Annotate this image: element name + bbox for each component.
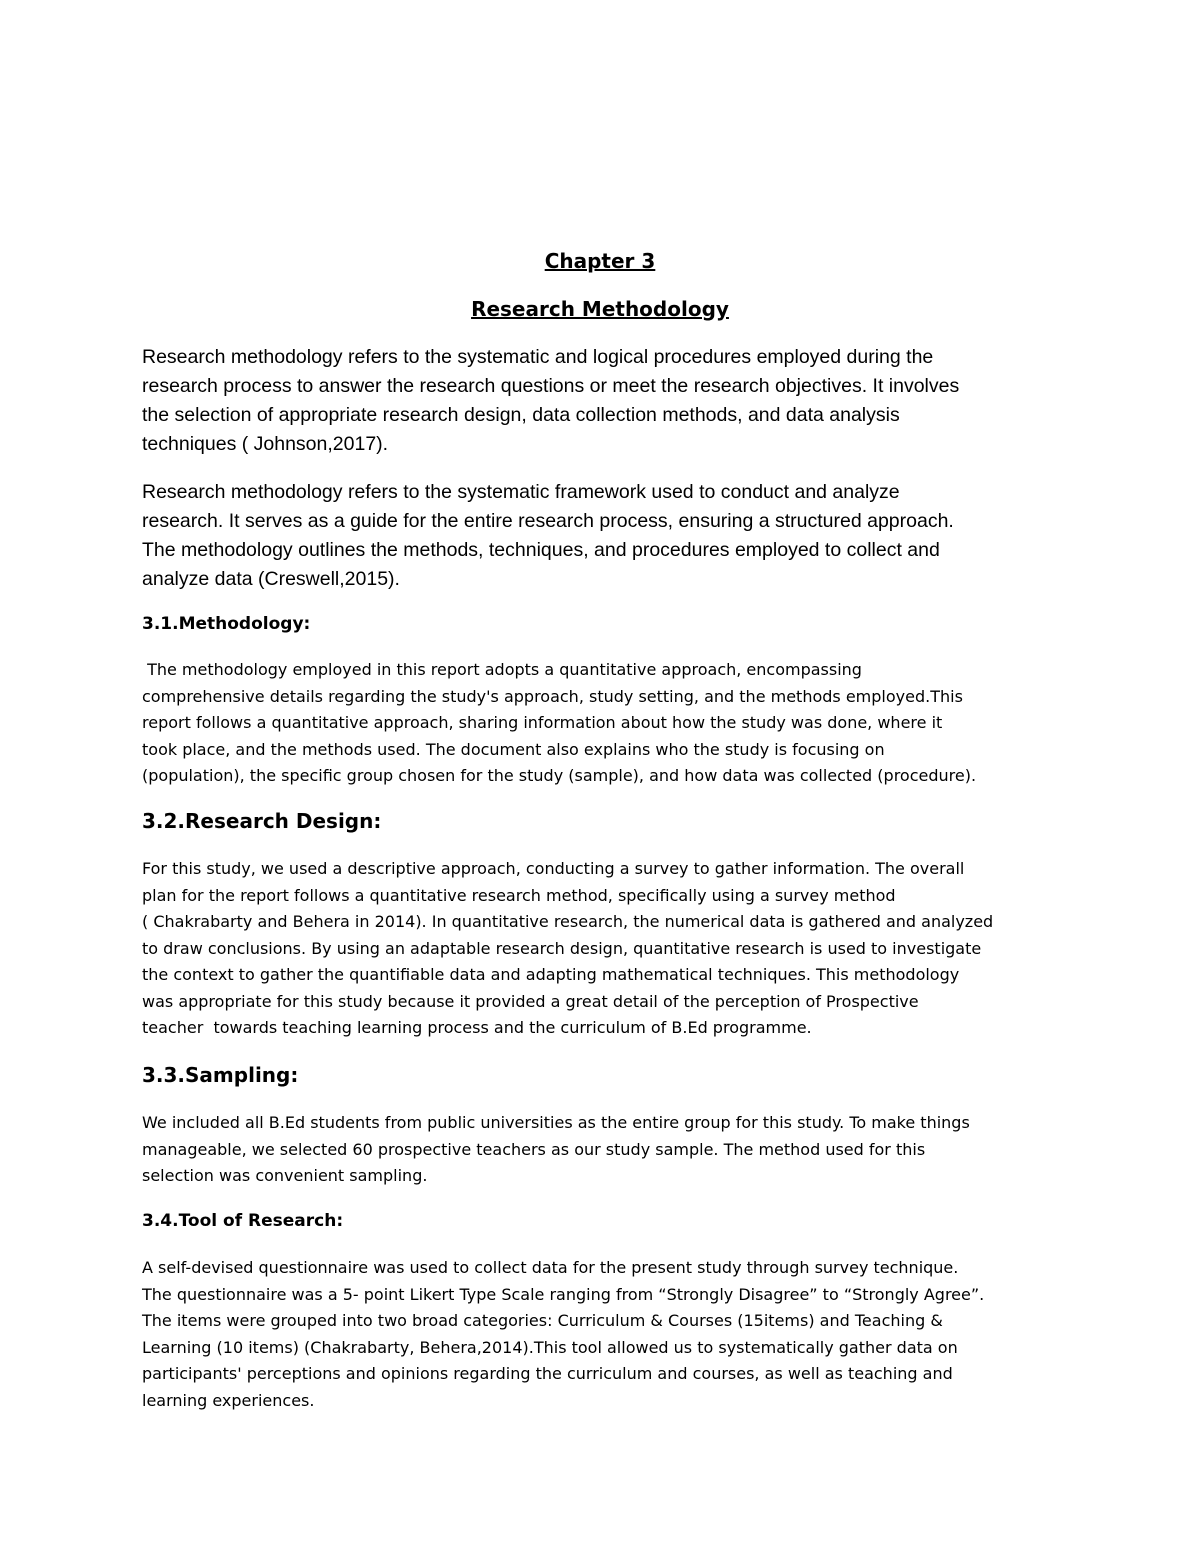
intro-paragraph-1: [142, 343, 1062, 459]
section-body-methodology: [142, 657, 1072, 790]
paragraph-line: We included all B.Ed students from public universities as the entire group for this study. To make things: [142, 1113, 970, 1132]
paragraph-line: (population), the specific group chosen for the study (sample), and how data was collected (procedure).: [142, 766, 977, 785]
paragraph-line: manageable, we selected 60 prospective teachers as our study sample. The method used for this: [142, 1139, 926, 1159]
paragraph-line: Research methodology refers to the systematic framework used to conduct and analyze: [142, 481, 900, 503]
document-title: Research Methodology: [471, 297, 729, 321]
paragraph-line: the selection of appropriate research design, data collection methods, and data analysis: [142, 404, 900, 426]
paragraph-line: The questionnaire was a 5- point Likert Type Scale ranging from “Strongly Disagree” to “Strongly Agree”.: [142, 1284, 985, 1304]
section-heading-tool-of-research: 3.4.Tool of Research:: [142, 1211, 344, 1231]
paragraph-line: The methodology outlines the methods, techniques, and procedures employed to collect and: [142, 539, 940, 561]
section-body-sampling: [142, 1110, 1072, 1190]
paragraph-line: research process to answer the research questions or meet the research objectives. It involves: [142, 375, 960, 397]
paragraph-line: research. It serves as a guide for the entire research process, ensuring a structured approach.: [142, 510, 954, 532]
paragraph-line: For this study, we used a descriptive approach, conducting a survey to gather information. The overall: [142, 859, 965, 878]
paragraph-line: A self-devised questionnaire was used to collect data for the present study through survey technique.: [142, 1258, 959, 1277]
section-heading-sampling: 3.3.Sampling:: [142, 1063, 299, 1087]
section-heading-methodology: 3.1.Methodology:: [142, 614, 311, 634]
chapter-title: Chapter 3: [544, 249, 656, 273]
paragraph-line: to draw conclusions. By using an adaptable research design, quantitative research is used to investigate: [142, 938, 982, 958]
paragraph-line: teacher towards teaching learning process and the curriculum of B.Ed programme.: [142, 1018, 812, 1037]
paragraph-line: analyze data (Creswell,2015).: [142, 568, 400, 590]
paragraph-line: techniques ( Johnson,2017).: [142, 433, 389, 455]
paragraph-line: learning experiences.: [142, 1390, 315, 1410]
paragraph-line: the context to gather the quantifiable data and adapting mathematical techniques. This methodology: [142, 965, 960, 984]
paragraph-line: was appropriate for this study because it provided a great detail of the perception of Prospective: [142, 991, 919, 1011]
section-body-tool-of-research: [142, 1255, 1072, 1414]
paragraph-line: plan for the report follows a quantitative research method, specifically using a survey method: [142, 885, 896, 905]
section-body-research-design: [142, 856, 1072, 1042]
paragraph-line: The methodology employed in this report adopts a quantitative approach, encompassing: [142, 660, 862, 679]
paragraph-line: selection was convenient sampling.: [142, 1166, 428, 1185]
paragraph-line: participants' perceptions and opinions regarding the curriculum and courses, as well as teaching and: [142, 1364, 953, 1383]
paragraph-line: report follows a quantitative approach, sharing information about how the study was done, where it: [142, 713, 943, 732]
section-heading-research-design: 3.2.Research Design:: [142, 809, 382, 833]
paragraph-line: Learning (10 items) (Chakrabarty, Behera,2014).This tool allowed us to systematically gather data on: [142, 1337, 958, 1357]
paragraph-line: The items were grouped into two broad categories: Curriculum & Courses (15items) and Teaching &: [142, 1311, 943, 1330]
paragraph-line: comprehensive details regarding the study's approach, study setting, and the methods employed.This: [142, 686, 963, 706]
paragraph-line: took place, and the methods used. The document also explains who the study is focusing on: [142, 739, 885, 759]
intro-paragraph-2: [142, 478, 1062, 594]
paragraph-line: ( Chakrabarty and Behera in 2014). In quantitative research, the numerical data is gathered and analyzed: [142, 912, 994, 931]
paragraph-line: Research methodology refers to the systematic and logical procedures employed during the: [142, 346, 934, 368]
